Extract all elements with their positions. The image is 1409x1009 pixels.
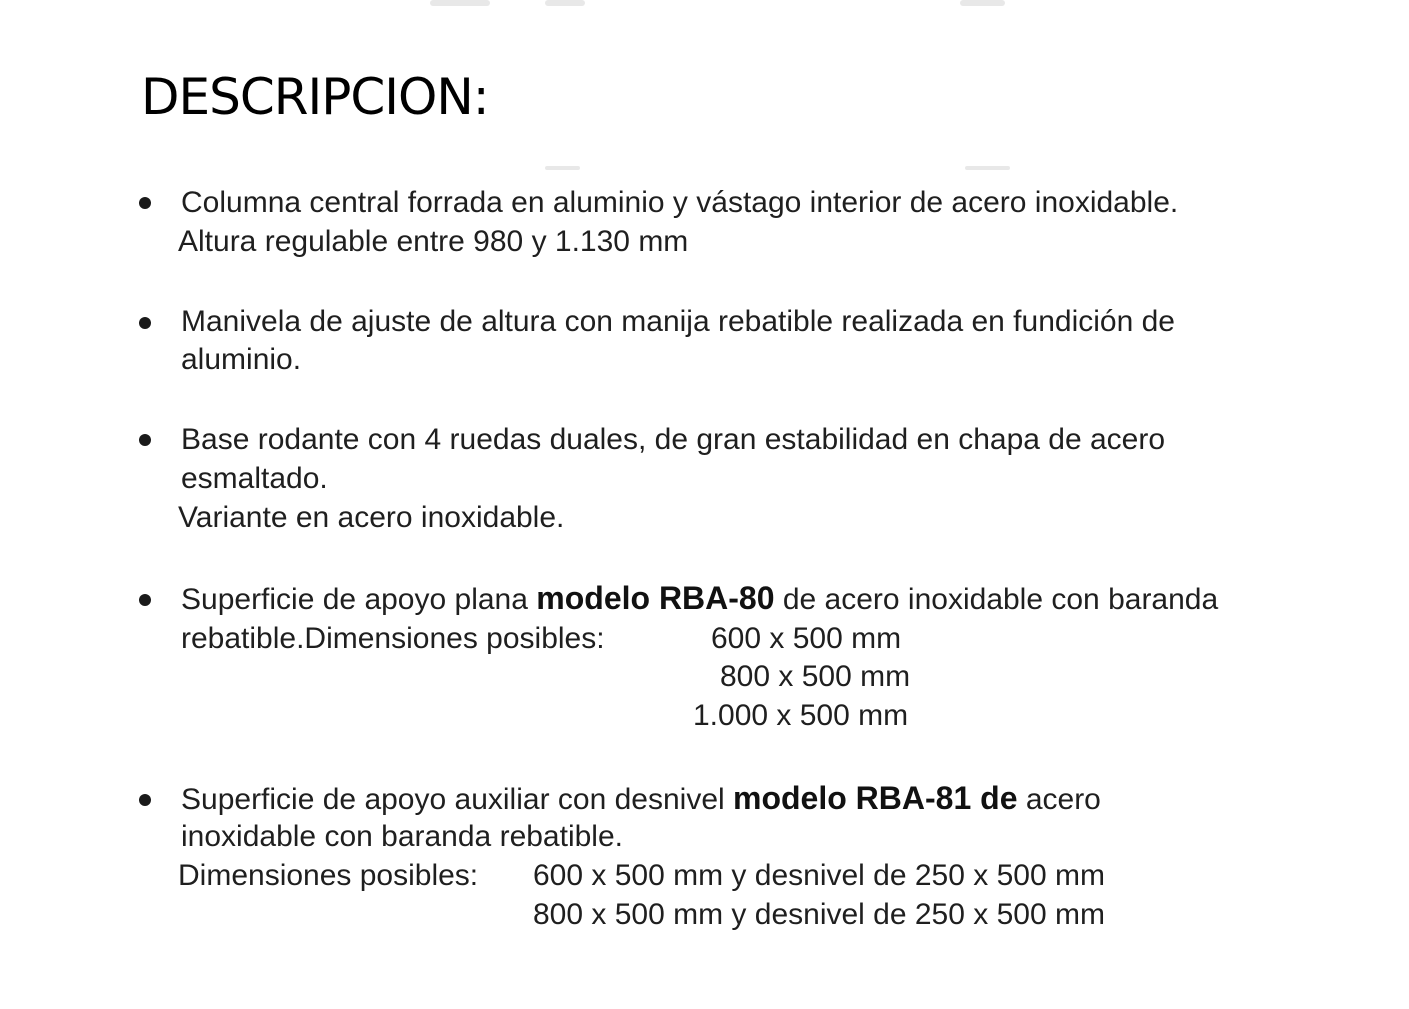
item-text-line: esmaltado. [181, 462, 328, 495]
scan-artifact [545, 166, 580, 170]
bullet-icon [139, 434, 151, 446]
dimensions-label: Dimensiones posibles: [178, 859, 479, 892]
item-text-line: Columna central forrada en aluminio y vástago interior de acero inoxidable. [181, 186, 1179, 219]
item-text: acero [1017, 783, 1101, 816]
bullet-icon [139, 594, 151, 606]
item-text-line [181, 779, 1101, 819]
page-title: DESCRIPCION: [141, 68, 489, 126]
item-text: Superficie de apoyo plana [181, 583, 537, 616]
item-text-line: aluminio. [181, 343, 302, 376]
dimension-value: 600 x 500 mm y desnivel de 250 x 500 mm [533, 859, 1105, 892]
item-text-line: inoxidable con baranda rebatible. [181, 820, 623, 853]
item-text-line: Base rodante con 4 ruedas duales, de gran estabilidad en chapa de acero [181, 423, 1166, 456]
bullet-icon [139, 197, 151, 209]
scan-artifact [960, 0, 1005, 6]
model-name: modelo RBA-80 [536, 580, 775, 616]
scan-artifact [430, 0, 490, 6]
dimension-value: 800 x 500 mm [720, 660, 911, 693]
dimension-value: 800 x 500 mm y desnivel de 250 x 500 mm [533, 898, 1105, 931]
item-text-line: rebatible.Dimensiones posibles: [181, 622, 605, 655]
item-text-line: Manivela de ajuste de altura con manija rebatible realizada en fundición de [181, 305, 1175, 338]
item-text: Superficie de apoyo auxiliar con desnivel [181, 783, 733, 816]
dimension-value: 600 x 500 mm [711, 622, 902, 655]
model-name: modelo RBA-81 de [733, 780, 1018, 816]
item-text: de acero inoxidable con baranda [774, 583, 1219, 616]
bullet-icon [139, 317, 151, 329]
item-text-line: Variante en acero inoxidable. [178, 501, 565, 534]
item-text-line: Altura regulable entre 980 y 1.130 mm [178, 225, 689, 258]
scan-artifact [545, 0, 585, 6]
item-text-line [181, 579, 1218, 619]
dimension-value: 1.000 x 500 mm [693, 699, 909, 732]
scan-artifact [965, 166, 1010, 170]
bullet-icon [139, 794, 151, 806]
